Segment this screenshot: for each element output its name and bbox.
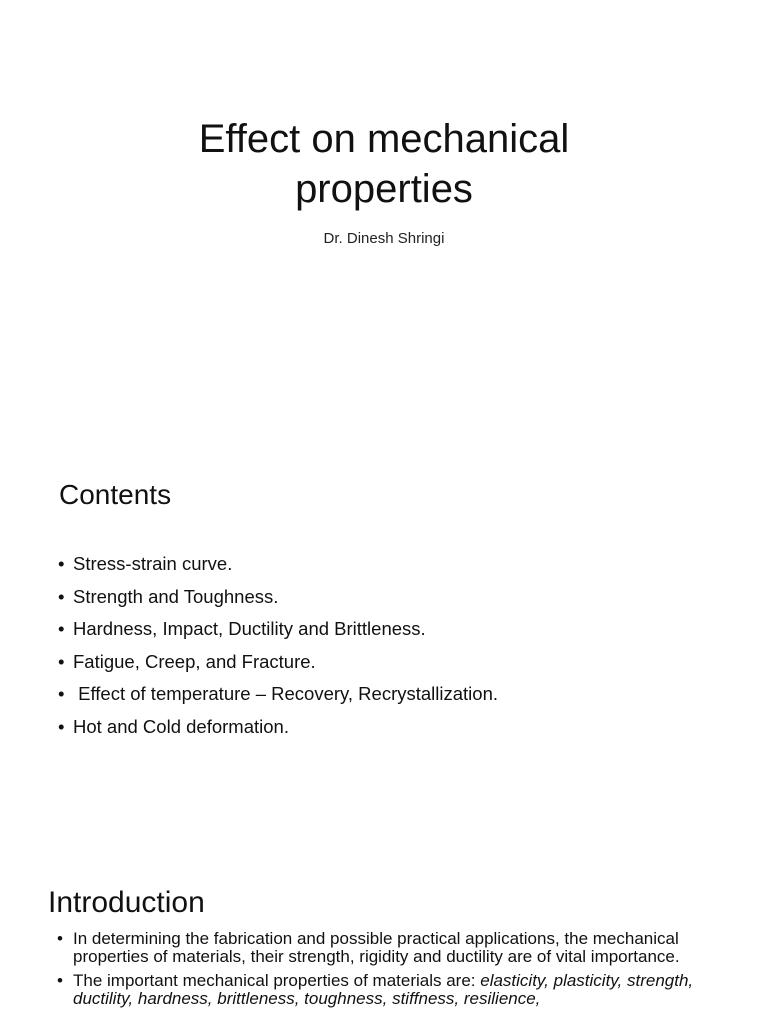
bullet-text: The important mechanical properties of materials are:	[73, 971, 481, 990]
presentation-title	[0, 114, 768, 214]
title-line-2: properties	[295, 167, 473, 211]
introduction-heading: Introduction	[48, 886, 205, 919]
list-item: • Stress-strain curve.	[58, 548, 498, 581]
list-item	[57, 972, 737, 1007]
list-item: • Hot and Cold deformation.	[58, 711, 498, 744]
list-item: • Hardness, Impact, Ductility and Brittleness.	[58, 613, 498, 646]
contents-list	[58, 548, 498, 743]
title-slide	[0, 0, 768, 432]
author-name: Dr. Dinesh Shringi	[323, 230, 445, 247]
introduction-list	[57, 930, 737, 1014]
list-item: • In determining the fabrication and possible practical applications, the mechanical properties of materials, their strength, rigidity and ductility are of vital importance.	[57, 930, 737, 965]
list-item: • Effect of temperature – Recovery, Recrystallization.	[58, 678, 498, 711]
list-item: • Fatigue, Creep, and Fracture.	[58, 646, 498, 679]
title-line-1: Effect on mechanical	[198, 117, 570, 161]
list-item: • Strength and Toughness.	[58, 581, 498, 614]
contents-slide	[0, 432, 768, 864]
bullet-italic-text: elasticity, plasticity, strength, ductility, hardness, brittleness, toughness, stiffness, resilience,	[73, 971, 694, 1008]
contents-heading: Contents	[59, 479, 172, 510]
introduction-slide	[0, 864, 768, 1024]
